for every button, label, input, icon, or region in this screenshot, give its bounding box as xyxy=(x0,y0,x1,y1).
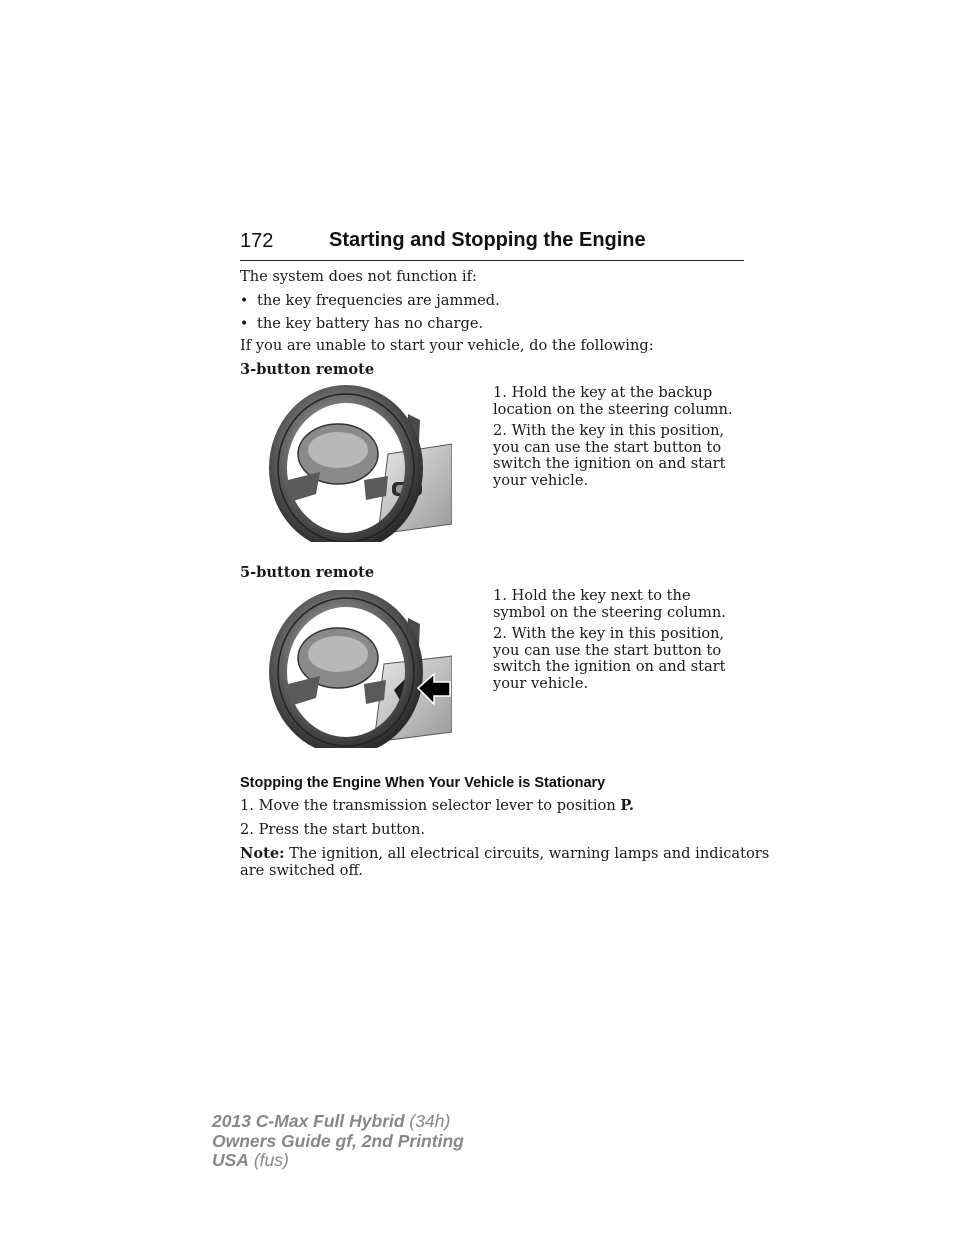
steering-wheel-5-button-figure xyxy=(268,590,452,748)
five-button-step-1: 1. Hold the key next to the symbol on the steering column. xyxy=(493,587,726,621)
intro-text: The system does not function if: xyxy=(240,268,477,285)
condition-item: the key battery has no charge. xyxy=(257,315,484,332)
stopping-step-1 xyxy=(240,798,634,815)
note xyxy=(240,846,769,863)
stopping-heading: Stopping the Engine When Your Vehicle is Stationary xyxy=(240,775,606,791)
five-button-step-2: 2. With the key in this position, you can use the start button to switch the ignition on and start your vehicle. xyxy=(493,625,726,692)
footer xyxy=(212,1112,464,1171)
three-button-step-1: 1. Hold the key at the backup location on the steering column. xyxy=(493,384,733,418)
footer-market-code: (fus) xyxy=(248,1150,289,1170)
unable-text: If you are unable to start your vehicle, do the following: xyxy=(240,337,654,354)
bullet-marker: • xyxy=(240,316,249,332)
page-title: Starting and Stopping the Engine xyxy=(329,229,646,251)
note-text: The ignition, all electrical circuits, warning lamps and indicators xyxy=(284,845,770,862)
footer-line-1 xyxy=(212,1112,464,1132)
page-number: 172 xyxy=(240,230,274,252)
stopping-step-2: 2. Press the start button. xyxy=(240,821,425,838)
three-button-heading: 3-button remote xyxy=(240,361,375,378)
footer-line-3 xyxy=(212,1151,464,1171)
footer-model-code: (34h) xyxy=(404,1111,451,1131)
steering-wheel-3-button-figure xyxy=(268,384,452,542)
stopping-step-1-text: 1. Move the transmission selector lever to position xyxy=(240,797,621,814)
three-button-step-2: 2. With the key in this position, you can use the start button to switch the ignition on and start your vehicle. xyxy=(493,422,726,489)
page-header xyxy=(240,228,744,261)
note-label: Note: xyxy=(240,845,285,862)
footer-line-2 xyxy=(212,1132,464,1152)
five-button-heading: 5-button remote xyxy=(240,564,375,581)
position-p-label: P. xyxy=(620,797,634,814)
footer-model: 2013 C-Max Full Hybrid xyxy=(212,1111,405,1131)
footer-market: USA xyxy=(212,1150,249,1170)
bullet-marker: • xyxy=(240,293,249,309)
note-text-continued: are switched off. xyxy=(240,862,363,879)
condition-item: the key frequencies are jammed. xyxy=(257,292,500,309)
footer-printing: Owners Guide gf, 2nd Printing xyxy=(212,1130,464,1151)
